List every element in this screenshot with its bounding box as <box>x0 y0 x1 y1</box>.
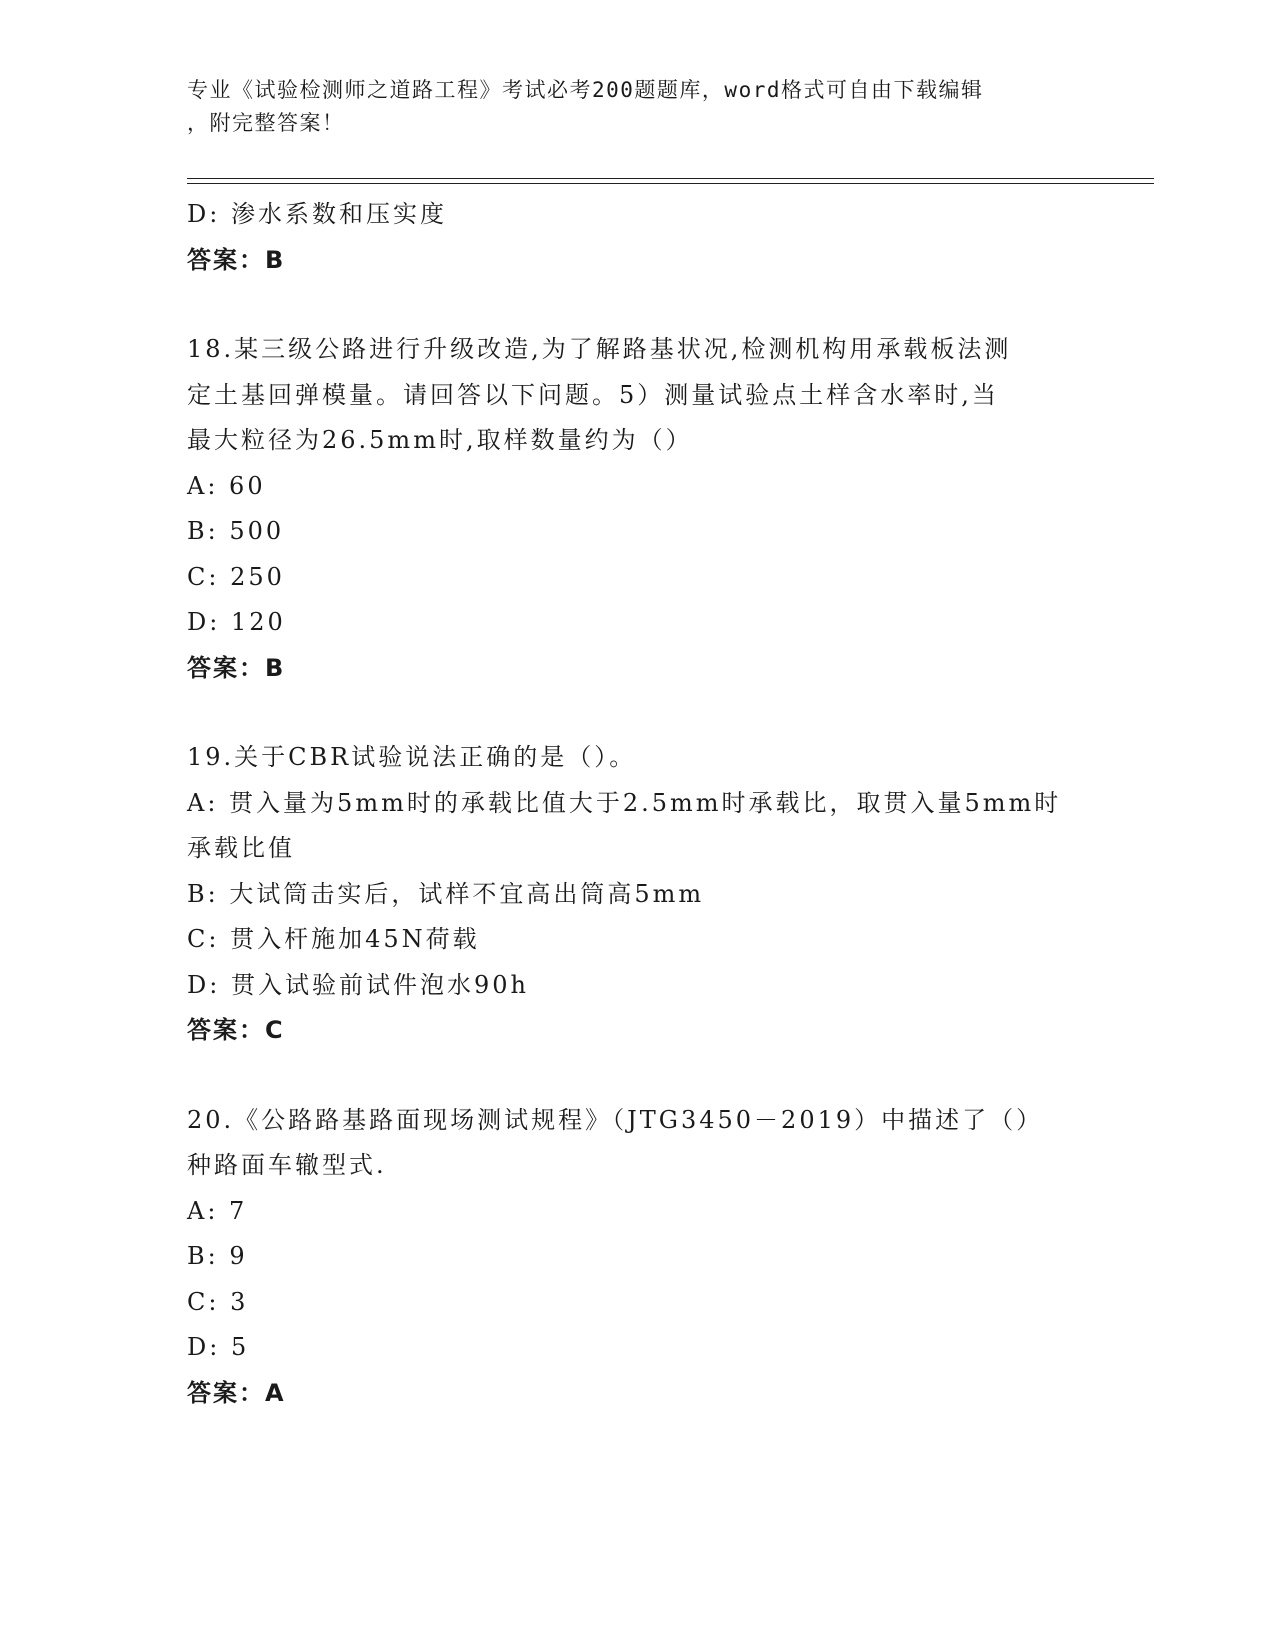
option-c: C: 250 <box>187 562 285 591</box>
header-divider <box>187 183 1154 184</box>
answer: 答案：C <box>187 1016 285 1044</box>
header-line-1: 专业《试验检测师之道路工程》考试必考200题题库，word格式可自由下载编辑 <box>187 78 984 102</box>
option-b: B: 大试筒击实后，试样不宜高出筒高5mm <box>187 879 705 908</box>
option-b: B: 9 <box>187 1242 248 1270</box>
question-stem-line: 最大粒径为26.5mm时,取样数量约为（） <box>187 426 693 454</box>
question-stem-line: 18.某三级公路进行升级改造,为了解路基状况,检测机构用承载板法测 <box>187 335 1012 363</box>
question-stem-line: 20.《公路路基路面现场测试规程》（JTG3450－2019）中描述了（） <box>187 1105 1044 1134</box>
document-body <box>187 192 1087 1416</box>
question-18 <box>187 327 1087 691</box>
option-a-continued: 承载比值 <box>187 834 295 862</box>
question-stem-line: 定土基回弹模量。请回答以下问题。5）测量试验点土样含水率时,当 <box>187 380 999 409</box>
answer: 答案：A <box>187 1378 286 1407</box>
header-divider <box>187 178 1154 179</box>
question-19 <box>187 735 1087 1054</box>
question-stem-line: 种路面车辙型式. <box>187 1151 387 1179</box>
question-20 <box>187 1098 1087 1417</box>
option-d: D: 渗水系数和压实度 <box>187 200 447 228</box>
answer: 答案：B <box>187 653 286 682</box>
option-b: B: 500 <box>187 517 285 545</box>
page-header <box>187 74 1067 140</box>
answer: 答案：B <box>187 245 286 274</box>
option-c: C: 贯入杆施加45N荷载 <box>187 925 480 953</box>
option-a: A: 贯入量为5mm时的承载比值大于2.5mm时承载比，取贯入量5mm时 <box>187 788 1062 817</box>
option-a: A: 60 <box>187 471 266 500</box>
question-stem-line: 19.关于CBR试验说法正确的是（）。 <box>187 743 637 771</box>
header-line-2: ，附完整答案！ <box>187 111 345 135</box>
option-a: A: 7 <box>187 1196 248 1225</box>
option-d: D: 贯入试验前试件泡水90h <box>187 970 529 999</box>
option-c: C: 3 <box>187 1287 249 1316</box>
option-d: D: 5 <box>187 1333 250 1361</box>
option-d: D: 120 <box>187 608 286 636</box>
